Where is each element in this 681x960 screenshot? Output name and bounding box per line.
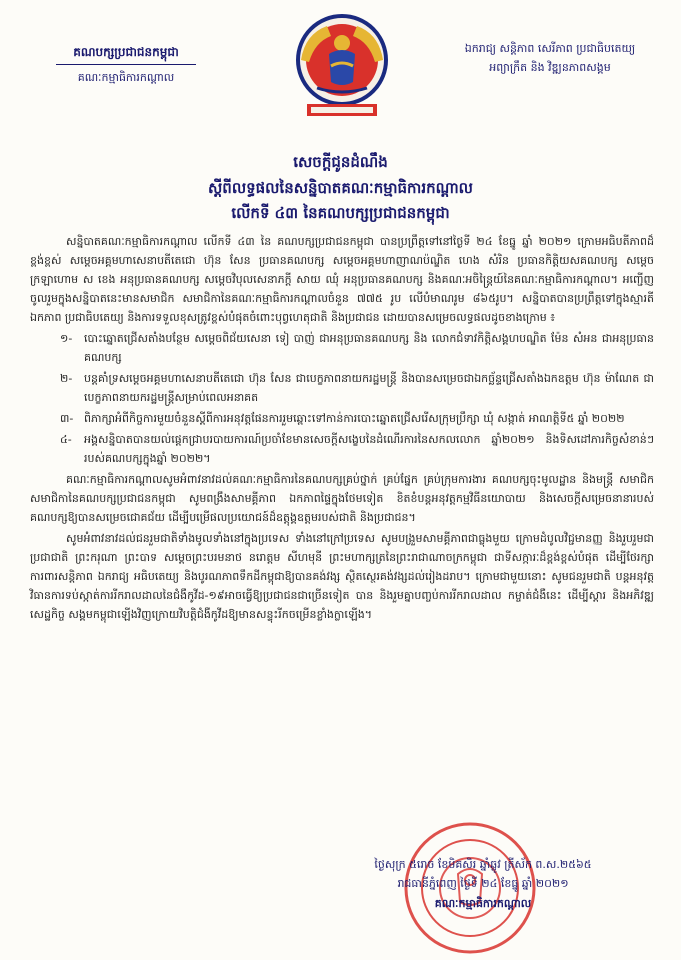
item-number: ១- bbox=[60, 332, 73, 346]
header-left bbox=[26, 44, 226, 87]
title-announcement: សេចក្តីជូនដំណឹង bbox=[293, 153, 388, 171]
item-number: ៤- bbox=[60, 433, 72, 447]
intro-paragraph: សន្និបាតគណៈកម្មាធិការកណ្តាល លើកទី ៤៣ នៃ គណបក្សប្រជាជនកម្ពុជា បានប្រព្រឹត្តទៅនៅថ្ងៃទី ២៤ ខែធ្នូ ឆ្នាំ ២០២១ ក្រោមអធិបតីភាពដ៏ខ្ពង់ខ្ពស់ សម្តេចអគ្គមហាសេនាបតីតេជោ ហ៊ុន សែន ប្រធានគណបក្ស សម្តេចអគ្គមហាញាណប៉ណ្ឌិត ហេង សំរិន ប្រធានកិត្តិយសគណបក្ស សម្តេចក្រឡាហោម ស ខេង អនុប្រធានគណបក្ស សម្តេចវិបុលសេនាភក្តី សាយ ឈុំ អនុប្រធានគណបក្ស និងគណៈអចិន្ត្រៃយ៍នៃគណៈកម្មាធិការកណ្តាល។ អញ្ជើញចូលរួមក្នុងសន្និបាតនេះមានសមាជិក សមាជិកានៃគណៈកម្មាធិការកណ្តាលចំនួន ៧៧៥ រូប លើបំមាណរូម ៨៦៥រូប។ សន្និបាតបានប្រព្រឹត្តទៅក្នុងស្មារតីឯកភាព ប្រជាធិបតេយ្យ និងការទទួលខុសត្រូវខ្ពស់បំផុតចំពោះបុព្វហេតុជាតិ និងប្រជាជន ដោយបានសម្រេចលទ្ធផលដូចខាងក្រោម ៖ bbox=[30, 235, 654, 325]
date-lunar: ថ្ងៃសុក្រ ៥រោច ខែមិគសិរ ឆ្នាំឆ្លូវ ត្រីស័ក ព.ស.២៥៦៥ bbox=[374, 858, 592, 871]
party-logo bbox=[287, 10, 397, 128]
list-item bbox=[60, 430, 654, 468]
national-motto-line1: ឯករាជ្យ សន្តិភាព សេរីភាព ប្រជាធិបតេយ្យ bbox=[464, 42, 636, 55]
date-solar: រាជធានីភ្នំពេញ ថ្ងៃទី ២៤ ខែធ្នូ ឆ្នាំ ២០២១ bbox=[397, 877, 569, 891]
list-item bbox=[60, 369, 654, 407]
document-body bbox=[30, 232, 654, 626]
list-item bbox=[60, 409, 654, 428]
title-subject: ស្តីពីលទ្ធផលនៃសន្និបាតគណៈកម្មាធិការកណ្តាល bbox=[208, 178, 473, 197]
item-text: អង្គសន្និបាតបានយល់ផ្តេកជ្រាបរបាយការណ៍ប្រចាំខែមានសេចក្តីសង្ខេបនៃដំណើរការនៃសកលលោក ឆ្នាំ២០២១ និងទិសដៅភារកិច្ចសំខាន់ៗរបស់គណបក្សក្នុងឆ្នាំ ២០២២។ bbox=[84, 433, 654, 466]
item-text: បន្តគាំទ្រសម្តេចអគ្គមហាសេនាបតីតេជោ ហ៊ុន សែន ជាបេក្ខភាពនាយករដ្ឋមន្ត្រី និងបានសម្រេចជាឯកច្ឆ័ន្ទជ្រើសតាំងឯកឧត្តម ហ៊ុន ម៉ាណែត ជាបេក្ខភាពនាយករដ្ឋមន្ត្រីសម្រាប់ពេលអនាគត bbox=[84, 372, 654, 405]
item-text: បោះឆ្នោតជ្រើសតាំងបន្ថែម សម្តេចពិជ័យសេនា ទៀ បាញ់ ជាអនុប្រធានគណបក្ស និង លោកជំទាវកិត្តិសង្គហបណ្ឌិត ម៉ែន សំអន ជាអនុប្រធានគណបក្ស bbox=[84, 332, 654, 365]
item-number: ២- bbox=[60, 372, 73, 386]
list-item bbox=[60, 329, 654, 367]
divider bbox=[56, 64, 196, 65]
item-number: ៣- bbox=[60, 412, 74, 426]
appeal-paragraph-nation: សូមអំពាវនាវដល់ជនរួមជាតិទាំងមូលទាំងនៅក្នុងប្រទេស ទាំងនៅក្រៅប្រទេស សូមបង្រួមសាមគ្គីភាពជាធ្លុងមួយ ក្រោមដំបូលវិជ្ជមានញ្ញ និងរួបរួមជាប្រជាជាតិ ព្រះករុណា ព្រះបាទ សម្តេចព្រះបរមនាថ នរោត្តម សីហមុនី ព្រះមហាក្សត្រនៃព្រះរាជាណាចក្រកម្ពុជា ជាទីសក្ការៈដ៏ខ្ពង់ខ្ពស់បំផុត ដើម្បីថែរក្សាការពារសន្តិភាព ឯករាជ្យ អធិបតេយ្យ និងបូរណភាពទឹកដីកម្ពុជាឱ្យបានគង់វង្ស ស្ថិតស្ថេរគង់វង្សដល់រៀងដរាប។ ក្រោមជាមួយនោះ សូមជនរួមជាតិ បន្តអនុវត្តវិធានការទប់ស្កាត់ការរីករាលដាលនៃជំងឺកូវីដ-១៩អាចធ្វើឱ្យប្រជាជនជាច្រើនទៀត បាន និងរួមគ្នាបញ្ចប់ការរីករាលដាល កម្ចាត់ជំងឺនេះ ដើម្បីស្តារ និងអភិវឌ្ឍសេដ្ឋកិច្ច សង្គមកម្ពុជាឡើងវិញក្រោយវិបត្តិជំងឺកូវីដឱ្យមានសន្ទុះរីកចម្រើនខ្លាំងក្លាឡើង។ bbox=[30, 532, 654, 622]
committee-name: គណៈកម្មាធិការកណ្តាល bbox=[77, 71, 175, 84]
signer-name: គណៈកម្មាធិការកណ្តាល bbox=[434, 896, 532, 910]
party-name: គណបក្សប្រជាជនកម្ពុជា bbox=[73, 45, 179, 59]
title-session: លើកទី ៤៣ នៃគណបក្សប្រជាជនកម្ពុជា bbox=[231, 204, 450, 222]
national-motto-line2: អព្យាក្រឹត និង វិឌ្ឍនភាពសង្គម bbox=[489, 60, 611, 74]
item-text: ពិភាក្សាអំពីកិច្ចការមួយចំនួនស្តីពីការអនុវត្តផែនការរួមឆ្ពោះទៅកាន់ការបោះឆ្នោតជ្រើសរើសក្រុមប្រឹក្សា ឃុំ សង្កាត់ អាណត្តិទី៥ ឆ្នាំ ២០២២ bbox=[84, 412, 625, 426]
signature-block bbox=[318, 855, 648, 913]
appeal-paragraph-party: គណៈកម្មាធិការកណ្តាលសូមអំពាវនាវដល់គណៈកម្មាធិការនៃគណបក្សគ្រប់ថ្នាក់ គ្រប់ផ្នែក គ្រប់ក្រុមការងារ គណបក្សចុះមូលដ្ឋាន និងមន្ត្រី សមាជិក សមាជិកានៃគណបក្សប្រជាជនកម្ពុជា សូមពង្រឹងសាមគ្គីភាព ឯកភាពផ្ទៃក្នុងថែមទៀត ខិតខំបន្តអនុវត្តកម្មវិធីនយោបាយ និងសេចក្តីសម្រេចនានារបស់គណបក្សឱ្យបានសម្រេចជោគជ័យ ដើម្បីបម្រើផលប្រយោជន៍ដ៏ឧត្តុង្គឧត្តមរបស់ជាតិ និងប្រជាជន។ bbox=[30, 473, 654, 525]
header-right bbox=[430, 40, 670, 77]
document-titles bbox=[0, 150, 681, 227]
